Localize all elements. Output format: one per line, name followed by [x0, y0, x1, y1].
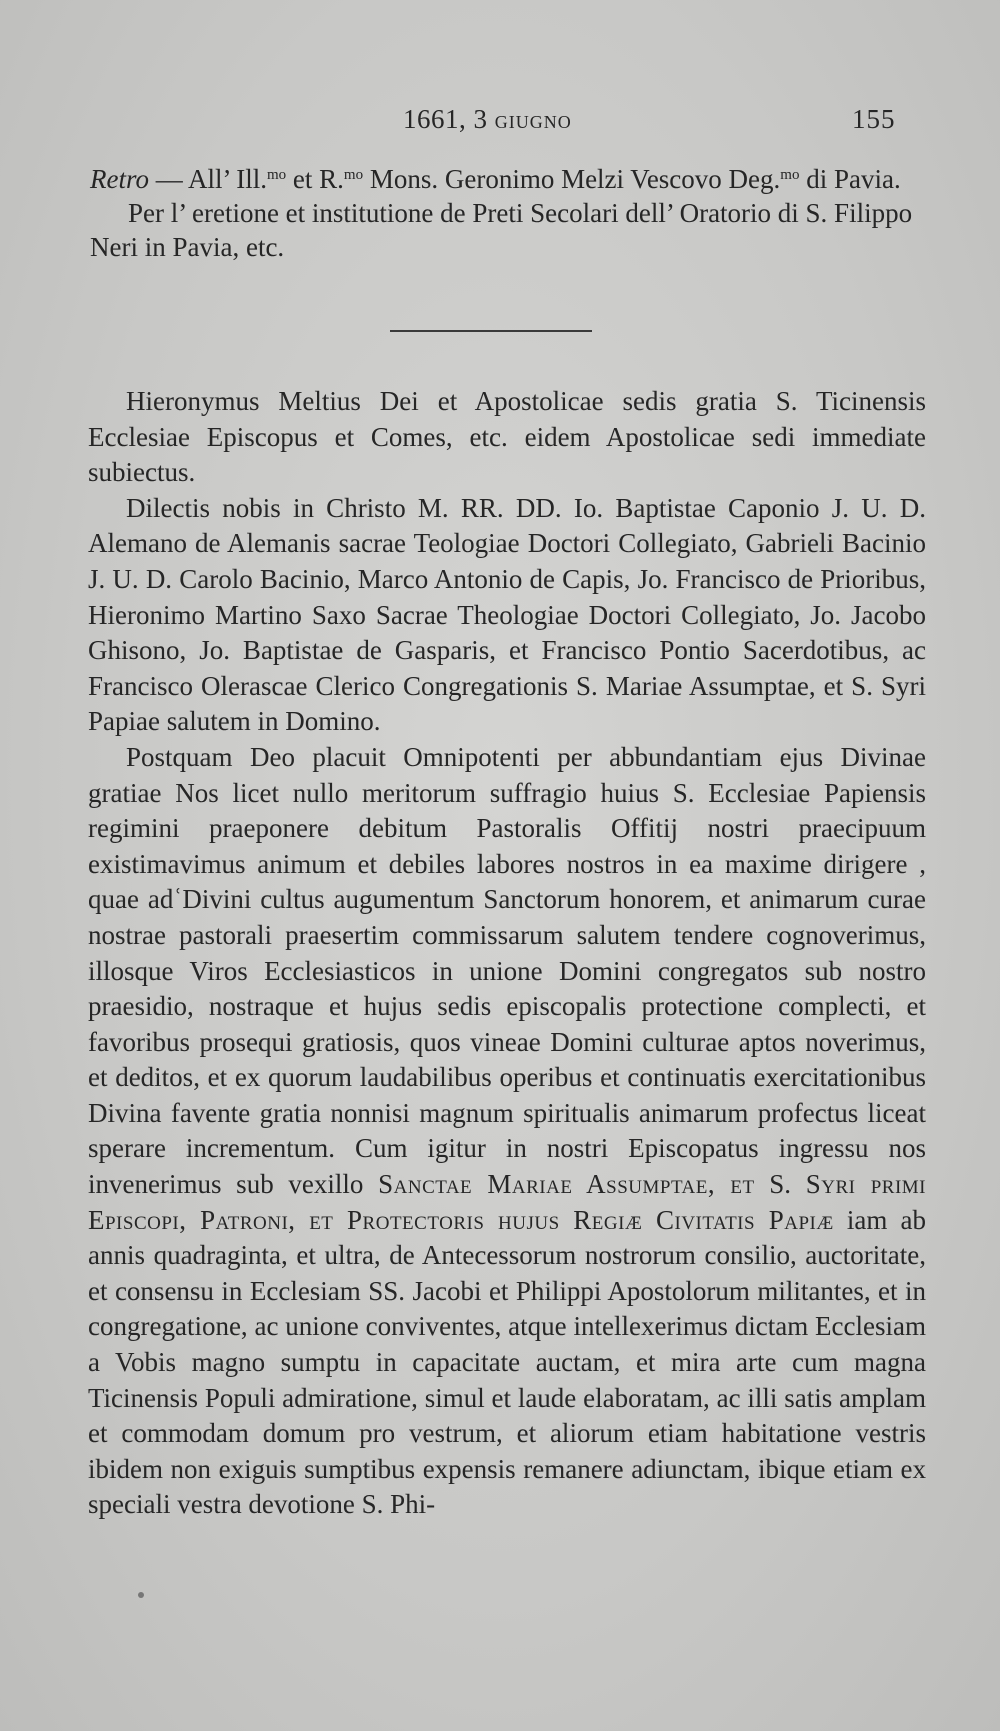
document-body	[88, 384, 926, 1523]
addressee-line	[90, 158, 930, 196]
addressee-mid: et R.	[286, 164, 344, 194]
page-number: 155	[852, 104, 896, 134]
sup-mo-1: mo	[266, 167, 287, 183]
ink-speck	[138, 1592, 144, 1598]
running-head-date	[403, 104, 572, 135]
retro-label: Retro	[90, 164, 149, 194]
document-header	[90, 158, 930, 264]
dash: —	[155, 164, 183, 194]
paragraph-salutation: Dilectis nobis in Christo M. RR. DD. Io. Baptistae Caponio J. U. D. Alemano de Alemanis sacrae Teologiae Doctori Collegiato, Gabrieli Bacinio J. U. D. Carolo Bacinio, Marco Antonio de Capis, Jo. Francisco de Prioribus, Hieronimo Martino Saxo Sacrae Theologiae Doctori Collegiato, Jo. Jacobo Ghisono, Jo. Baptistae de Gasparis, et Francisco Pontio Sacerdotibus, ac Francisco Olerascae Clerico Congregationis S. Mariae Assumptae, et S. Syri Papiae salutem in Domino.	[88, 492, 926, 737]
running-head	[0, 104, 1000, 138]
running-head-date-text: 1661, 3	[403, 104, 488, 134]
narratio-part-b: S.	[754, 1169, 806, 1200]
section-divider	[390, 330, 592, 332]
narratio-smallcaps-2: Syri primi Episcopi, Patroni, et Protectoris hujus Regiæ Civitatis Papiæ	[88, 1169, 926, 1235]
running-head-month: GIUGNO	[494, 112, 572, 132]
narratio-part-c: iam ab annis quadraginta, et ultra, de Antecessorum nostrorum consilio, auctoritate, et consensu in Ecclesiam SS. Jacobi et Philippi Apostolorum militantes, et in congregatione, ac unione conviventes, atque intellexerimus dictam Ecclesiam a Vobis magno sumptu in capacitate auctam, et mira arte cum magna Ticinensis Populi admiratione, simul et laude elaboratam, ac illi satis amplam et commodam domum pro vestrum, et aliorum etiam habitatione vestris ibidem non exiguis sumptibus expensis remanere adiunctam, ibique etiam ex speciali vestra devotione S. Phi-	[88, 1204, 926, 1520]
subject-line: Per l’ eretione et institutione de Preti Secolari dell’ Oratorio di S. Filippo Neri in Pavia, etc.	[90, 198, 913, 262]
paragraph-intitulatio: Hieronymus Meltius Dei et Apostolicae sedis gratia S. Ticinensis Ecclesiae Episcopus et Comes, etc. eidem Apostolicae sedi immediate subiectus.	[88, 386, 926, 488]
narratio-smallcaps-1: Sanctae Mariae Assumptae, et	[378, 1169, 755, 1200]
sup-mo-3: mo	[780, 167, 800, 183]
sup-mo-2: mo	[343, 167, 364, 183]
addressee-post: Mons. Geronimo Melzi Vescovo Deg.	[363, 164, 781, 194]
addressee-end: di Pavia.	[799, 164, 901, 194]
addressee-pre: All’ Ill.	[188, 164, 267, 194]
paragraph-narratio	[88, 740, 926, 1523]
narratio-part-a: Postquam Deo placuit Omnipotenti per abbundantiam ejus Divinae gratiae Nos licet nullo meritorum suffragio huius S. Ecclesiae Papiensis regimini praeponere debitum Pastoralis Offitij nostri praecipuum existimavimus animum et debiles labores nostros in ea maxime dirigere , quae adʿDivini cultus augumentum Sanctorum honorem, et animarum curae nostrae pastorali praesertim commissarum salutem tendere cognoverimus, illosque Viros Ecclesiasticos in unione Domini congregatos sub nostro praesidio, nostraque et hujus sedis episcopalis protectione complecti, et favoribus prosequi gratiosis, quos vineae Domini culturae aptos noverimus, et deditos, et ex quorum laudabilibus operibus et continuatis exercitationibus Divina favente gratia nonnisi magnum spiritualis animarum profectus liceat sperare incrementum. Cum igitur in nostri Episcopatus ingressu nos invenerimus sub vexillo	[88, 741, 926, 1200]
